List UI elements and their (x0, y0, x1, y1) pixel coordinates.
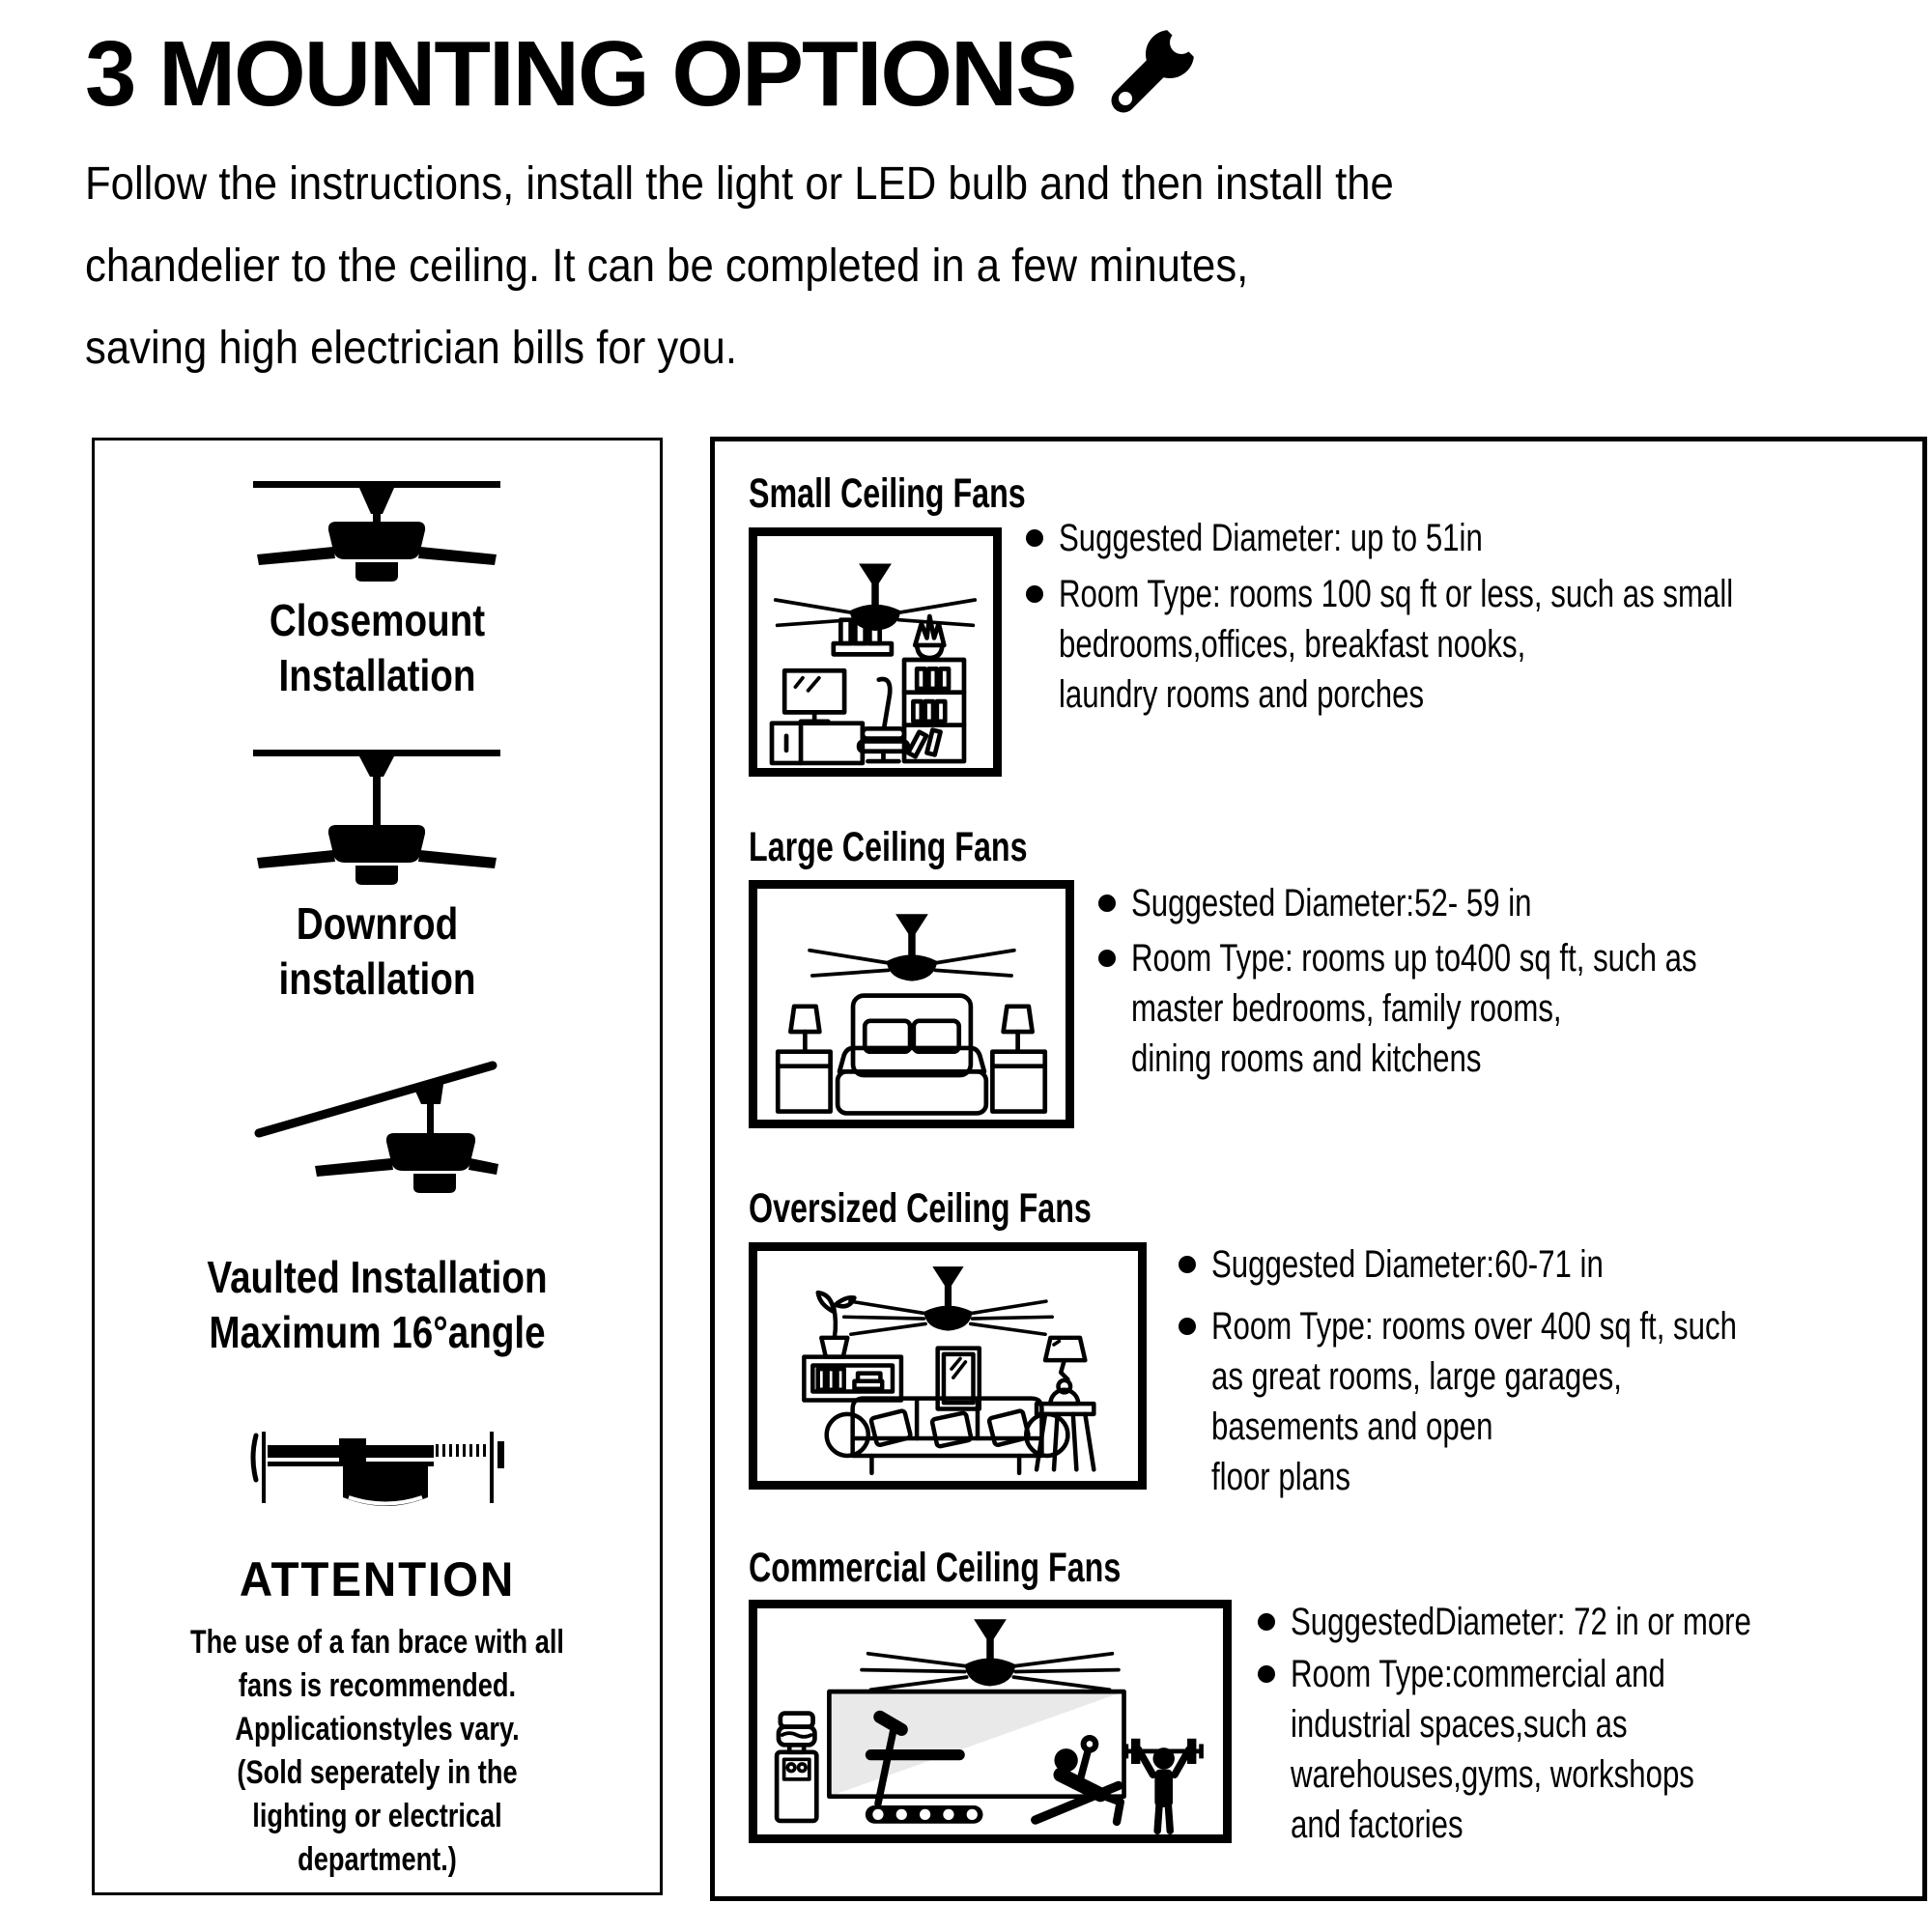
downrod-fan-icon (251, 742, 502, 887)
bullet-icon (1179, 1256, 1196, 1273)
large-fans-heading: Large Ceiling Fans (749, 824, 1028, 870)
bullet-icon (1026, 585, 1043, 603)
bullet-icon (1258, 1613, 1275, 1631)
large-room-bedroom-illustration (749, 880, 1074, 1128)
page-title: 3 MOUNTING OPTIONS (85, 22, 1076, 126)
large-diameter-bullet: Suggested Diameter:52- 59 in (1098, 878, 1644, 928)
oversized-fans-heading: Oversized Ceiling Fans (749, 1185, 1092, 1232)
intro-paragraph (85, 143, 1394, 389)
intro-line: saving high electrician bills for you. (85, 323, 737, 374)
small-room-type-bullet: Room Type: rooms 100 sq ft or less, such as small bedrooms,offices, breakfast nooks, laundry rooms and porches (1026, 569, 1923, 720)
intro-line: chandelier to the ceiling. It can be completed in a few minutes, (85, 241, 1249, 292)
large-room-type-bullet: Room Type: rooms up to400 sq ft, such as master bedrooms, family rooms, dining rooms and kitchens (1098, 933, 1857, 1084)
bullet-icon (1098, 950, 1116, 967)
downrod-label: Downrod installation (278, 898, 476, 1004)
commercial-fans-heading: Commercial Ceiling Fans (749, 1545, 1122, 1591)
fan-brace-icon (246, 1424, 507, 1516)
intro-line: Follow the instructions, install the light or LED bulb and then install the (85, 158, 1394, 210)
oversized-room-living-room-illustration (749, 1242, 1147, 1490)
small-room-office-illustration (749, 527, 1002, 777)
page-header (85, 21, 1201, 128)
attention-text: The use of a fan brace with all fans is recommended. Applicationstyles vary. (Sold seperately in the lighting or electrical department.) (190, 1624, 564, 1878)
oversized-diameter-bullet: Suggested Diameter:60-71 in (1179, 1239, 1714, 1290)
commercial-room-gym-illustration (749, 1600, 1232, 1843)
closemount-fan-icon (251, 471, 502, 582)
vaulted-label: Vaulted Installation Maximum 16°angle (207, 1252, 548, 1357)
bullet-icon (1258, 1665, 1275, 1683)
commercial-diameter-bullet: SuggestedDiameter: 72 in or more (1258, 1597, 1881, 1647)
commercial-room-type-bullet: Room Type:commercial and industrial spaces,such as warehouses,gyms, workshops and factories (1258, 1649, 1808, 1850)
bullet-icon (1179, 1318, 1196, 1335)
small-diameter-bullet: Suggested Diameter: up to 51in (1026, 513, 1603, 563)
fan-size-guide-panel (710, 437, 1927, 1901)
wrench-icon (1104, 23, 1201, 120)
oversized-room-type-bullet: Room Type: rooms over 400 sq ft, such as great rooms, large garages, basements and open floor plans (1179, 1301, 1885, 1502)
small-fans-heading: Small Ceiling Fans (749, 470, 1026, 517)
bullet-icon (1098, 895, 1116, 912)
closemount-label: Closemount Installation (269, 595, 486, 700)
mounting-options-panel (92, 438, 663, 1895)
bullet-icon (1026, 529, 1043, 547)
attention-title: ATTENTION (239, 1552, 516, 1606)
vaulted-fan-icon (251, 1044, 502, 1213)
